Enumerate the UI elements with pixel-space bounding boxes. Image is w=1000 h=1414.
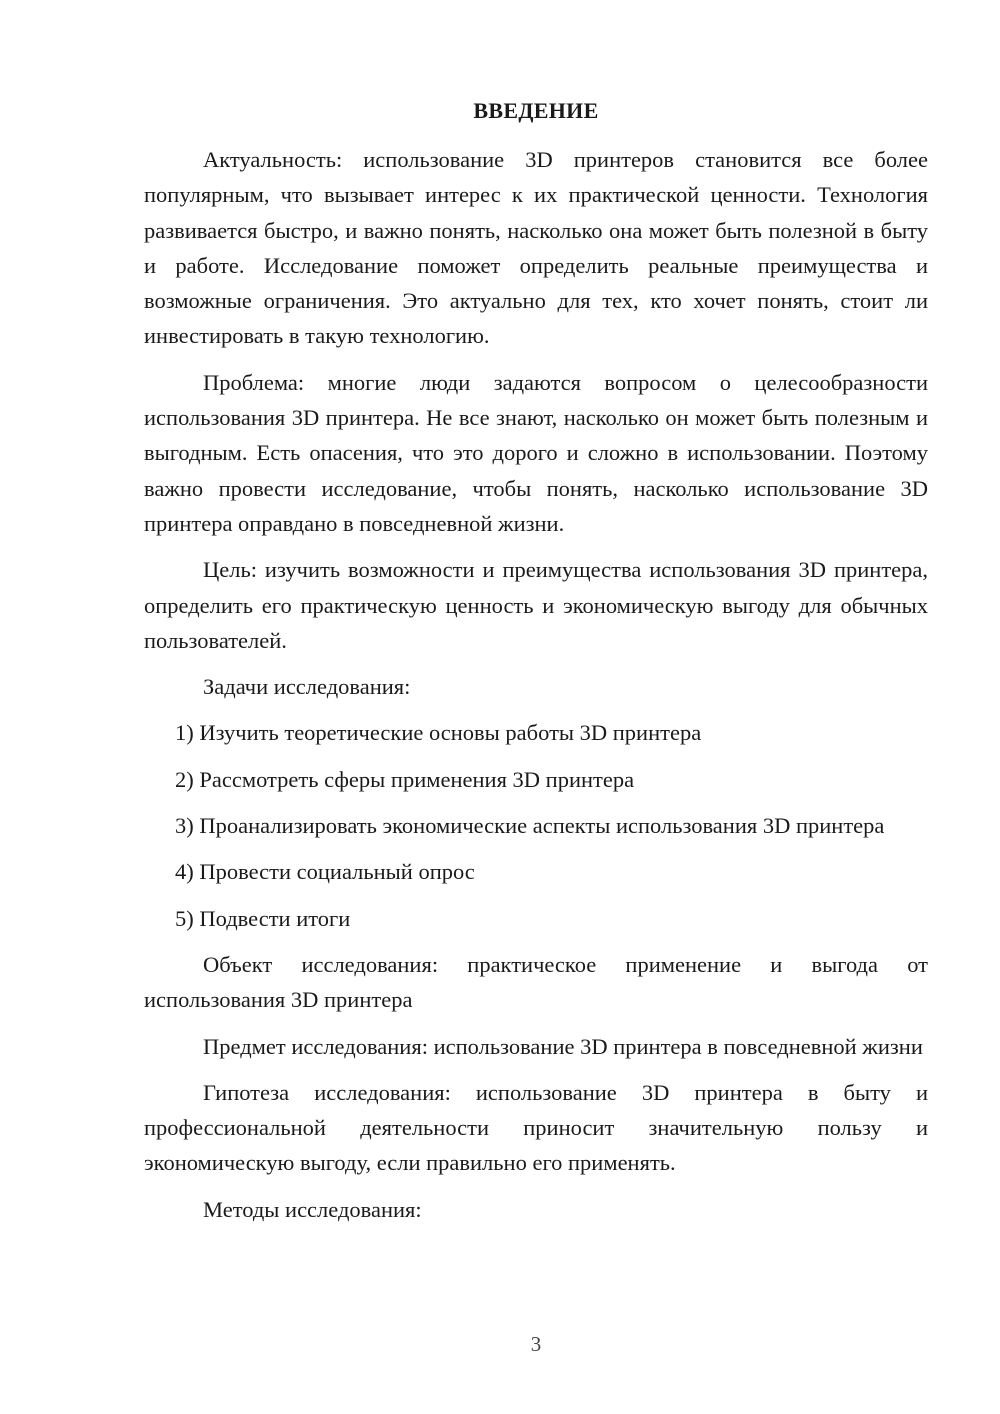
task-item-2: 2) Рассмотреть сферы применения 3D принтера — [175, 766, 635, 792]
paragraph-subject: Предмет исследования: использование 3D принтера в повседневной жизни — [203, 1033, 923, 1059]
paragraph-goal: Цель: изучить возможности и преимущества использования 3D принтера, определить его практическую ценность и экономическую выгоду для обычных пользователей. — [144, 557, 928, 653]
paragraph-relevance: Актуальность: использование 3D принтеров становится все более популярным, что вызывает интерес к их практической ценности. Технология развивается быстро, и важно понять, насколько она может быть полезной в быту и работе. Исследование поможет определить реальные преимущества и возможные ограничения. Это актуально для тех, кто хочет понять, стоит ли инвестировать в такую технологию. — [144, 147, 928, 349]
task-item-4: 4) Провести социальный опрос — [175, 859, 475, 885]
document-body — [144, 142, 928, 1238]
paragraph-problem: Проблема: многие люди задаются вопросом о целесообразности использования 3D принтера. Не все знают, насколько он может быть полезным и выгодным. Есть опасения, что это дорого и сложно в использовании. Поэтому важно провести исследование, чтобы понять, насколько использование 3D принтера оправдано в повседневной жизни. — [144, 369, 928, 536]
task-item-1: 1) Изучить теоретические основы работы 3D принтера — [175, 720, 702, 746]
paragraph-hypothesis: Гипотеза исследования: использование 3D принтера в быту и профессиональной деятельности приносит значительную пользу и экономическую выгоду, если правильно его применять. — [144, 1079, 928, 1176]
paragraph-methods: Методы исследования: — [203, 1196, 422, 1222]
paragraph-object: Объект исследования: практическое применение и выгода от использования 3D принтера — [144, 951, 928, 1013]
task-item-5: 5) Подвести итоги — [175, 905, 351, 931]
task-item-3: 3) Проанализировать экономические аспекты использования 3D принтера — [175, 813, 885, 839]
page-number: 3 — [530, 1332, 542, 1356]
tasks-heading: Задачи исследования: — [203, 674, 411, 700]
section-title: ВВЕДЕНИЕ — [473, 98, 599, 123]
